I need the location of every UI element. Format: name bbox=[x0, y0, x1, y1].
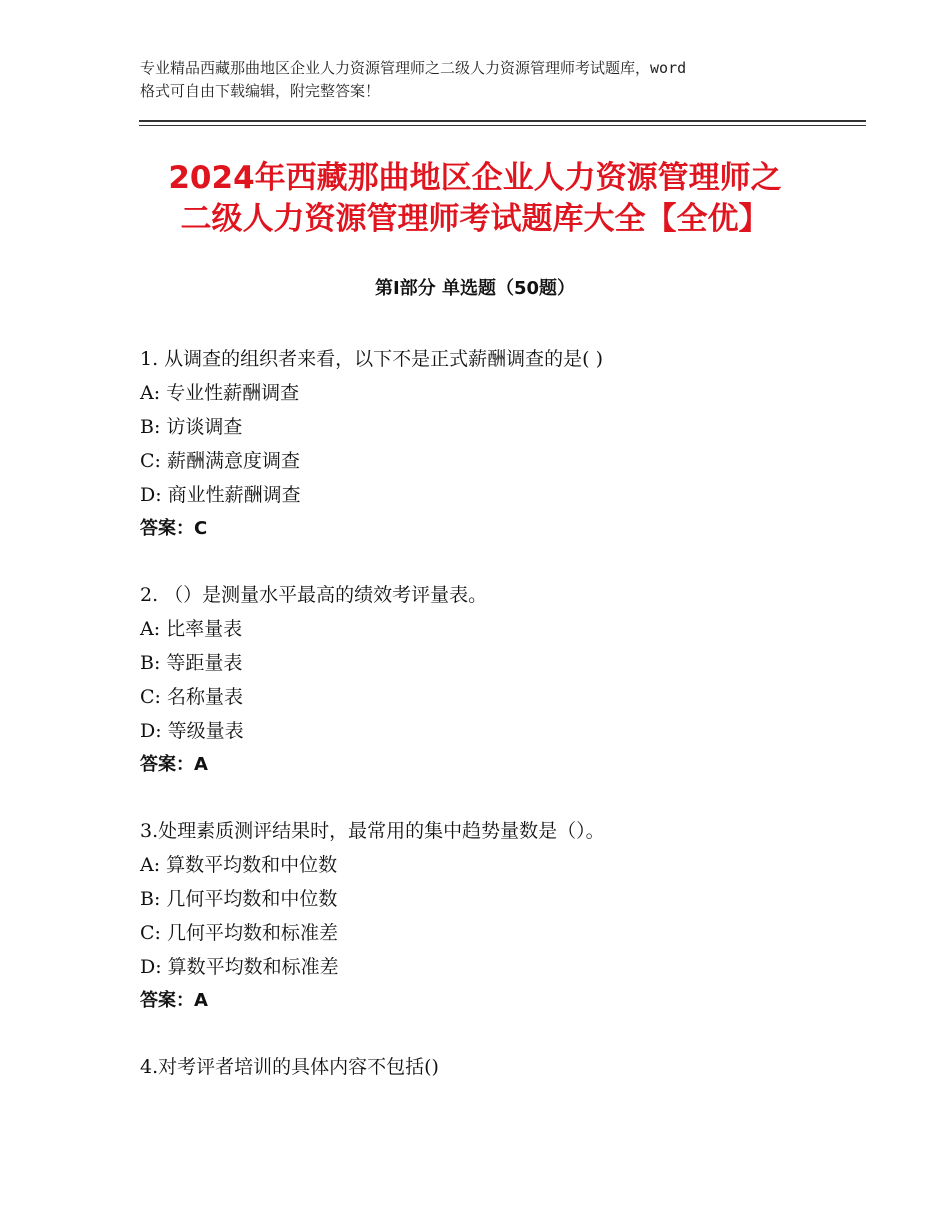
question-stem: 3.处理素质测评结果时，最常用的集中趋势量数是（）。 bbox=[140, 820, 605, 842]
option-b: B: 几何平均数和中位数 bbox=[140, 888, 338, 910]
question-2 bbox=[140, 578, 830, 782]
question-1 bbox=[140, 342, 830, 546]
document-title bbox=[100, 158, 850, 240]
question-stem: 2. （）是测量水平最高的绩效考评量表。 bbox=[140, 584, 488, 606]
option-a: A: 算数平均数和中位数 bbox=[140, 854, 338, 876]
option-b: B: 等距量表 bbox=[140, 652, 243, 674]
answer-line: 答案：C bbox=[140, 518, 208, 539]
document-header bbox=[140, 57, 830, 103]
title-line-2: 二级人力资源管理师考试题库大全【全优】 bbox=[180, 201, 770, 237]
answer-line: 答案：A bbox=[140, 990, 208, 1011]
option-d: D: 算数平均数和标准差 bbox=[140, 956, 339, 978]
section-title: 第Ⅰ部分 单选题（50题） bbox=[374, 278, 575, 299]
option-a: A: 专业性薪酬调查 bbox=[140, 382, 300, 404]
option-d: D: 商业性薪酬调查 bbox=[140, 484, 301, 506]
question-list bbox=[140, 342, 830, 1116]
header-divider-thin bbox=[139, 125, 866, 126]
option-c: C: 薪酬满意度调查 bbox=[140, 450, 300, 472]
header-line-1: 专业精品西藏那曲地区企业人力资源管理师之二级人力资源管理师考试题库，word bbox=[140, 59, 687, 77]
header-line-2: 格式可自由下载编辑，附完整答案！ bbox=[140, 82, 381, 100]
option-a: A: 比率量表 bbox=[140, 618, 243, 640]
option-c: C: 名称量表 bbox=[140, 686, 243, 708]
option-b: B: 访谈调查 bbox=[140, 416, 243, 438]
question-4 bbox=[140, 1050, 830, 1084]
title-line-1: 2024年西藏那曲地区企业人力资源管理师之 bbox=[168, 160, 782, 196]
question-stem: 4.对考评者培训的具体内容不包括() bbox=[140, 1056, 439, 1078]
question-stem: 1. 从调查的组织者来看，以下不是正式薪酬调查的是( ) bbox=[140, 348, 604, 370]
header-divider-thick bbox=[139, 120, 866, 122]
answer-line: 答案：A bbox=[140, 754, 208, 775]
option-d: D: 等级量表 bbox=[140, 720, 244, 742]
question-3 bbox=[140, 814, 830, 1018]
option-c: C: 几何平均数和标准差 bbox=[140, 922, 338, 944]
